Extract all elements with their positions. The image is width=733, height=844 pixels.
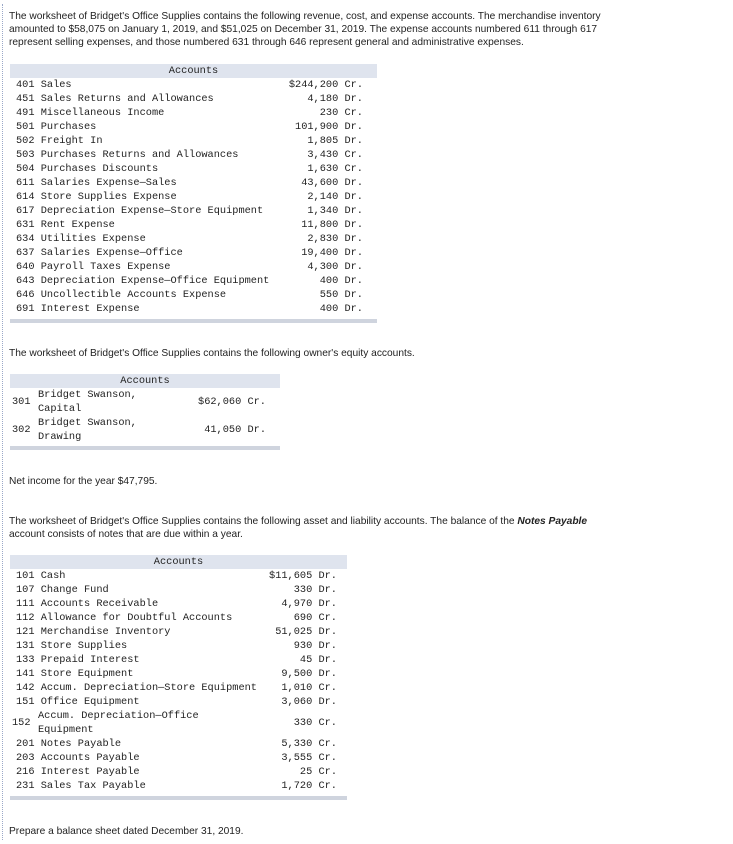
account-label: 634 Utilities Expense — [16, 233, 146, 245]
table-row — [10, 106, 377, 120]
account-balance: 1,010 Cr. — [281, 682, 337, 694]
account-balance: 930 Dr. — [293, 640, 337, 652]
table-row — [10, 625, 347, 639]
account-label: 503 Purchases Returns and Allowances — [16, 149, 239, 161]
owners-equity-accounts-table — [10, 374, 280, 450]
intro-paragraph-3 — [9, 515, 724, 541]
account-label: 203 Accounts Payable — [16, 752, 140, 764]
table-row — [10, 667, 347, 681]
account-label: 611 Salaries Expense—Sales — [16, 177, 177, 189]
account-balance: 690 Cr. — [293, 612, 337, 624]
account-label: 107 Change Fund — [16, 584, 109, 596]
account-label: 617 Depreciation Expense—Store Equipment — [16, 205, 264, 217]
account-number: 301 — [12, 396, 31, 408]
table-row — [10, 569, 347, 583]
account-label: 646 Uncollectible Accounts Expense — [16, 289, 227, 301]
account-balance: 3,555 Cr. — [281, 752, 337, 764]
account-balance: 1,630 Cr. — [307, 163, 363, 175]
account-balance: 2,140 Dr. — [307, 191, 363, 203]
account-name-line-1: Bridget Swanson, — [38, 417, 137, 429]
account-number: 302 — [12, 424, 31, 436]
left-dotted-border — [2, 4, 3, 840]
intro-3-line-2: account consists of notes that are due within a year. — [9, 529, 243, 540]
account-label: 631 Rent Expense — [16, 219, 115, 231]
account-name-line-2: Capital — [38, 403, 82, 415]
account-balance: 330 Dr. — [293, 584, 337, 596]
account-balance: 5,330 Cr. — [281, 738, 337, 750]
account-label: 131 Store Supplies — [16, 640, 128, 652]
account-label: 491 Miscellaneous Income — [16, 107, 165, 119]
intro-paragraph-2: The worksheet of Bridget's Office Supplies contains the following owner's equity accounts. — [9, 348, 415, 359]
account-balance: 4,970 Dr. — [281, 598, 337, 610]
account-label: 502 Freight In — [16, 135, 103, 147]
table-row — [10, 695, 347, 709]
table-row — [10, 681, 347, 695]
account-balance: $62,060 Cr. — [198, 396, 266, 408]
table-row — [10, 288, 377, 302]
account-name-line-2: Equipment — [38, 724, 94, 736]
account-label: 133 Prepaid Interest — [16, 654, 140, 666]
account-label: 111 Accounts Receivable — [16, 598, 159, 610]
instruction-text: Prepare a balance sheet dated December 31, 2019. — [9, 826, 244, 837]
account-balance: $244,200 Cr. — [288, 79, 363, 91]
account-balance: 1,340 Dr. — [307, 205, 363, 217]
table-row — [10, 653, 347, 667]
account-balance: 1,805 Dr. — [307, 135, 363, 147]
account-balance: 330 Cr. — [293, 717, 337, 729]
account-name-line-2: Drawing — [38, 431, 82, 443]
account-label: 141 Store Equipment — [16, 668, 134, 680]
intro-paragraph-1 — [9, 10, 724, 49]
table-row — [10, 78, 377, 92]
intro-3-text: The worksheet of Bridget's Office Supplies contains the following asset and liability accounts. The balance of the — [9, 516, 518, 527]
account-label: 112 Allowance for Doubtful Accounts — [16, 612, 233, 624]
table-row — [10, 639, 347, 653]
account-label: 101 Cash — [16, 570, 66, 582]
account-label: 216 Interest Payable — [16, 766, 140, 778]
intro-1-line-1: The worksheet of Bridget's Office Supplies contains the following revenue, cost, and expense accounts. The merchandise inventory — [9, 11, 601, 22]
table-footer-bar — [10, 796, 347, 800]
table-footer-bar — [10, 319, 377, 323]
account-label: 691 Interest Expense — [16, 303, 140, 315]
table-row — [10, 134, 377, 148]
account-balance: 1,720 Cr. — [281, 780, 337, 792]
account-label: 151 Office Equipment — [16, 696, 140, 708]
account-balance: 41,050 Dr. — [204, 424, 266, 436]
account-label: 121 Merchandise Inventory — [16, 626, 171, 638]
account-label: 643 Depreciation Expense—Office Equipment — [16, 275, 270, 287]
table-row — [10, 302, 377, 316]
intro-1-line-3: represent selling expenses, and those numbered 631 through 646 represent general and administrative expenses. — [9, 37, 524, 48]
account-label: 640 Payroll Taxes Expense — [16, 261, 171, 273]
table-row — [10, 597, 347, 611]
account-balance: 51,025 Dr. — [275, 626, 337, 638]
account-number: 152 — [12, 717, 31, 729]
table-row — [10, 162, 377, 176]
account-label: 451 Sales Returns and Allowances — [16, 93, 214, 105]
table-row — [10, 751, 347, 765]
account-label: 637 Salaries Expense—Office — [16, 247, 183, 259]
table-header: Accounts — [10, 555, 347, 569]
account-label: 501 Purchases — [16, 121, 97, 133]
account-balance: 400 Dr. — [319, 275, 363, 287]
account-label: 231 Sales Tax Payable — [16, 780, 146, 792]
table-row — [10, 204, 377, 218]
table-row — [10, 232, 377, 246]
table-row — [10, 246, 377, 260]
table-row — [10, 709, 347, 737]
account-balance: 550 Dr. — [319, 289, 363, 301]
table-row — [10, 583, 347, 597]
account-balance: 45 Dr. — [299, 654, 337, 666]
table-row — [10, 92, 377, 106]
account-balance: 43,600 Dr. — [301, 177, 363, 189]
net-income-text: Net income for the year $47,795. — [9, 476, 158, 487]
account-name-line-1: Bridget Swanson, — [38, 389, 137, 401]
account-balance: 230 Cr. — [319, 107, 363, 119]
table-footer-bar — [10, 446, 280, 450]
account-label: 401 Sales — [16, 79, 72, 91]
asset-liability-accounts-table — [10, 555, 347, 800]
table-row — [10, 148, 377, 162]
table-row — [10, 416, 280, 444]
account-balance: 19,400 Dr. — [301, 247, 363, 259]
table-row — [10, 218, 377, 232]
account-balance: 400 Dr. — [319, 303, 363, 315]
account-balance: 9,500 Dr. — [281, 668, 337, 680]
table-header: Accounts — [10, 64, 377, 78]
account-balance: 4,180 Dr. — [307, 93, 363, 105]
table-row — [10, 611, 347, 625]
account-balance: 3,430 Cr. — [307, 149, 363, 161]
table-header: Accounts — [10, 374, 280, 388]
table-row — [10, 190, 377, 204]
table-row — [10, 737, 347, 751]
account-label: 614 Store Supplies Expense — [16, 191, 177, 203]
revenue-expense-accounts-table — [10, 64, 377, 323]
account-balance: 3,060 Dr. — [281, 696, 337, 708]
table-row — [10, 274, 377, 288]
account-balance: $11,605 Dr. — [269, 570, 337, 582]
account-label: 142 Accum. Depreciation—Store Equipment — [16, 682, 257, 694]
account-name-line-1: Accum. Depreciation—Office — [38, 710, 199, 722]
account-balance: 101,900 Dr. — [295, 121, 363, 133]
notes-payable-emphasis: Notes Payable — [517, 516, 588, 527]
intro-1-line-2: amounted to $58,075 on January 1, 2019, and $51,025 on December 31, 2019. The expense accounts numbered 611 through 617 — [9, 24, 598, 35]
account-balance: 4,300 Dr. — [307, 261, 363, 273]
account-label: 504 Purchases Discounts — [16, 163, 159, 175]
table-row — [10, 779, 347, 793]
table-row — [10, 176, 377, 190]
account-balance: 11,800 Dr. — [301, 219, 363, 231]
table-row — [10, 120, 377, 134]
account-balance: 25 Cr. — [299, 766, 337, 778]
table-row — [10, 765, 347, 779]
account-balance: 2,830 Dr. — [307, 233, 363, 245]
table-row — [10, 388, 280, 416]
table-row — [10, 260, 377, 274]
account-label: 201 Notes Payable — [16, 738, 122, 750]
